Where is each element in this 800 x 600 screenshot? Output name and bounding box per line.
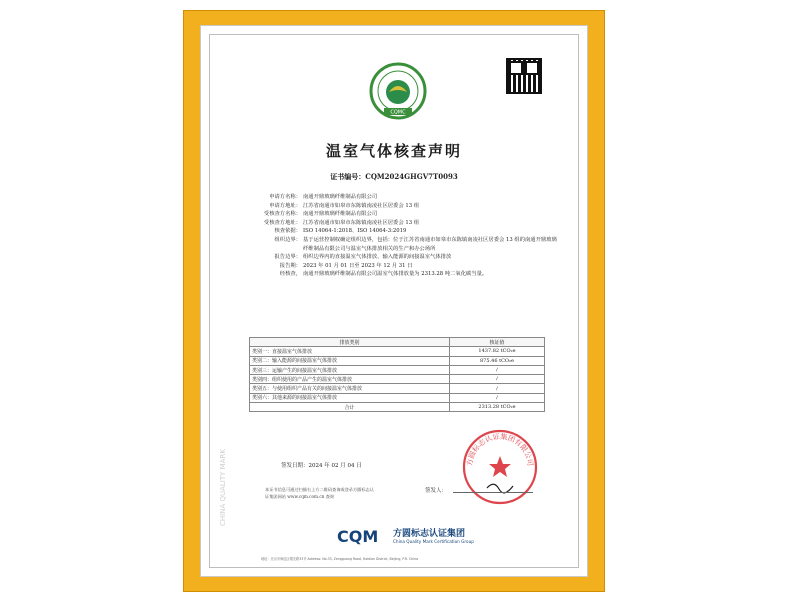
info-row bbox=[221, 210, 561, 219]
table-cell-category: 类别三：运输产生的间接温室气体排放 bbox=[250, 365, 450, 374]
info-label: 核查依据： bbox=[274, 228, 301, 235]
certificate-info bbox=[221, 193, 561, 279]
signature-line bbox=[453, 492, 533, 493]
certificate-number-value: CQM2024GHGV7T0093 bbox=[365, 172, 458, 181]
info-label: 报告边界： bbox=[274, 254, 301, 261]
logo-mark-text: CQM bbox=[337, 527, 379, 545]
table-header-row bbox=[250, 338, 545, 347]
table-cell-category: 类别一：直接温室气体排放 bbox=[250, 347, 450, 356]
table-row bbox=[250, 375, 545, 384]
info-label: 组织边界： bbox=[274, 236, 301, 243]
table-cell-value: 1437.82 tCO₂e bbox=[450, 347, 545, 356]
info-row bbox=[221, 262, 561, 271]
info-label: 受核查方名称： bbox=[263, 211, 301, 218]
info-value: 江苏省南通市如皋市东陈镇南凌社区居委会 13 组 bbox=[303, 219, 420, 226]
info-row bbox=[221, 202, 561, 211]
issue-date: 签发日期：2024 年 02 月 04 日 bbox=[281, 463, 362, 469]
info-value: 2023 年 01 月 01 日至 2023 年 12 月 31 日 bbox=[303, 262, 413, 269]
watermark-text: CHINA QUALITY MARK bbox=[219, 449, 227, 526]
verification-note: 本证书信息可通过扫描右上方二维码查询或登录方圆标志认证集团网站 www.cqm.com.cn 查询 bbox=[265, 487, 374, 499]
info-value: 南通开鼎玻璃纤维制品有限公司 bbox=[303, 211, 378, 218]
brand-name-en: China Quality Mark Certification Group bbox=[393, 539, 474, 544]
info-label: 经核查， bbox=[279, 271, 301, 278]
emblem-text: CQMC bbox=[390, 109, 406, 116]
certificate-number-label: 证书编号： bbox=[330, 172, 366, 181]
brand-name-cn: 方圆标志认证集团 bbox=[393, 529, 466, 539]
info-value: 组织边界内的直接温室气体排放、输入能源的间接温室气体排放 bbox=[303, 254, 452, 261]
table-cell-value: 875.46 tCO₂e bbox=[450, 356, 545, 365]
footer-address: 地址：北京市海淀区增光路33号 Address: No.33, Zengguang Road, Haidian District, Beijing, P.R. China bbox=[261, 557, 419, 561]
info-value: 基于运营控制权确定组织边界，包括：位于江苏省南通市如皋市东陈镇南凌社区居委会 13 组的南通开鼎玻璃纤维制品有限公司与温室气体排放相关的生产和办公场所 bbox=[303, 236, 557, 252]
table-row bbox=[250, 347, 545, 356]
info-row bbox=[221, 193, 561, 202]
info-row bbox=[221, 270, 561, 279]
table-header: 排放类别 bbox=[250, 338, 450, 347]
table-cell-category: 类别六：其他来源的间接温室气体排放 bbox=[250, 393, 450, 402]
certificate-number bbox=[201, 172, 587, 182]
table-cell-value: / bbox=[450, 393, 545, 402]
table-row bbox=[250, 384, 545, 393]
info-label: 申请方名称： bbox=[269, 194, 301, 200]
stamp-text: 方圆标志认证集团有限公司 bbox=[464, 431, 536, 467]
table-cell-value: / bbox=[450, 384, 545, 393]
cqm-logo-icon bbox=[337, 527, 389, 545]
info-row bbox=[221, 253, 561, 262]
cqmc-emblem-icon bbox=[369, 62, 427, 120]
certificate-frame bbox=[183, 10, 605, 592]
issuer-label: 签发人： bbox=[425, 488, 448, 494]
emissions-table bbox=[249, 337, 545, 412]
info-value: 江苏省南通市如皋市东陈镇南凌社区居委会 13 组 bbox=[303, 202, 420, 209]
info-value: 南通开鼎玻璃纤维制品有限公司 bbox=[303, 194, 378, 200]
table-cell-value: 2313.28 tCO₂e bbox=[450, 403, 545, 412]
info-row bbox=[221, 236, 561, 253]
info-value: 南通开鼎玻璃纤维制品有限公司温室气体排放量为 2313.28 吨二氧化碳当量。 bbox=[303, 271, 488, 278]
info-label: 报告期： bbox=[279, 262, 301, 269]
table-row bbox=[250, 365, 545, 374]
info-row bbox=[221, 219, 561, 228]
table-cell-category: 类别四：组织使用的产品产生的温室气体排放 bbox=[250, 375, 450, 384]
official-stamp-icon bbox=[461, 428, 539, 506]
table-cell-value: / bbox=[450, 375, 545, 384]
info-label: 申请方地址： bbox=[269, 202, 301, 209]
certificate-paper bbox=[200, 25, 588, 577]
table-total-row bbox=[250, 403, 545, 412]
qr-code[interactable] bbox=[506, 58, 542, 94]
page-title: 温室气体核查声明 bbox=[325, 142, 462, 160]
table-cell-category: 合计 bbox=[250, 403, 450, 412]
table-cell-category: 类别二：输入能源的间接温室气体排放 bbox=[250, 356, 450, 365]
info-label: 受核查方地址： bbox=[263, 219, 301, 226]
table-header: 核证值 bbox=[450, 338, 545, 347]
table-row bbox=[250, 356, 545, 365]
info-value: ISO 14064-1:2018、ISO 14064-3:2019 bbox=[303, 228, 407, 235]
table-row bbox=[250, 393, 545, 402]
table-cell-category: 类别五：与使用组织产品有关的间接温室气体排放 bbox=[250, 384, 450, 393]
table-cell-value: / bbox=[450, 365, 545, 374]
info-row bbox=[221, 227, 561, 236]
